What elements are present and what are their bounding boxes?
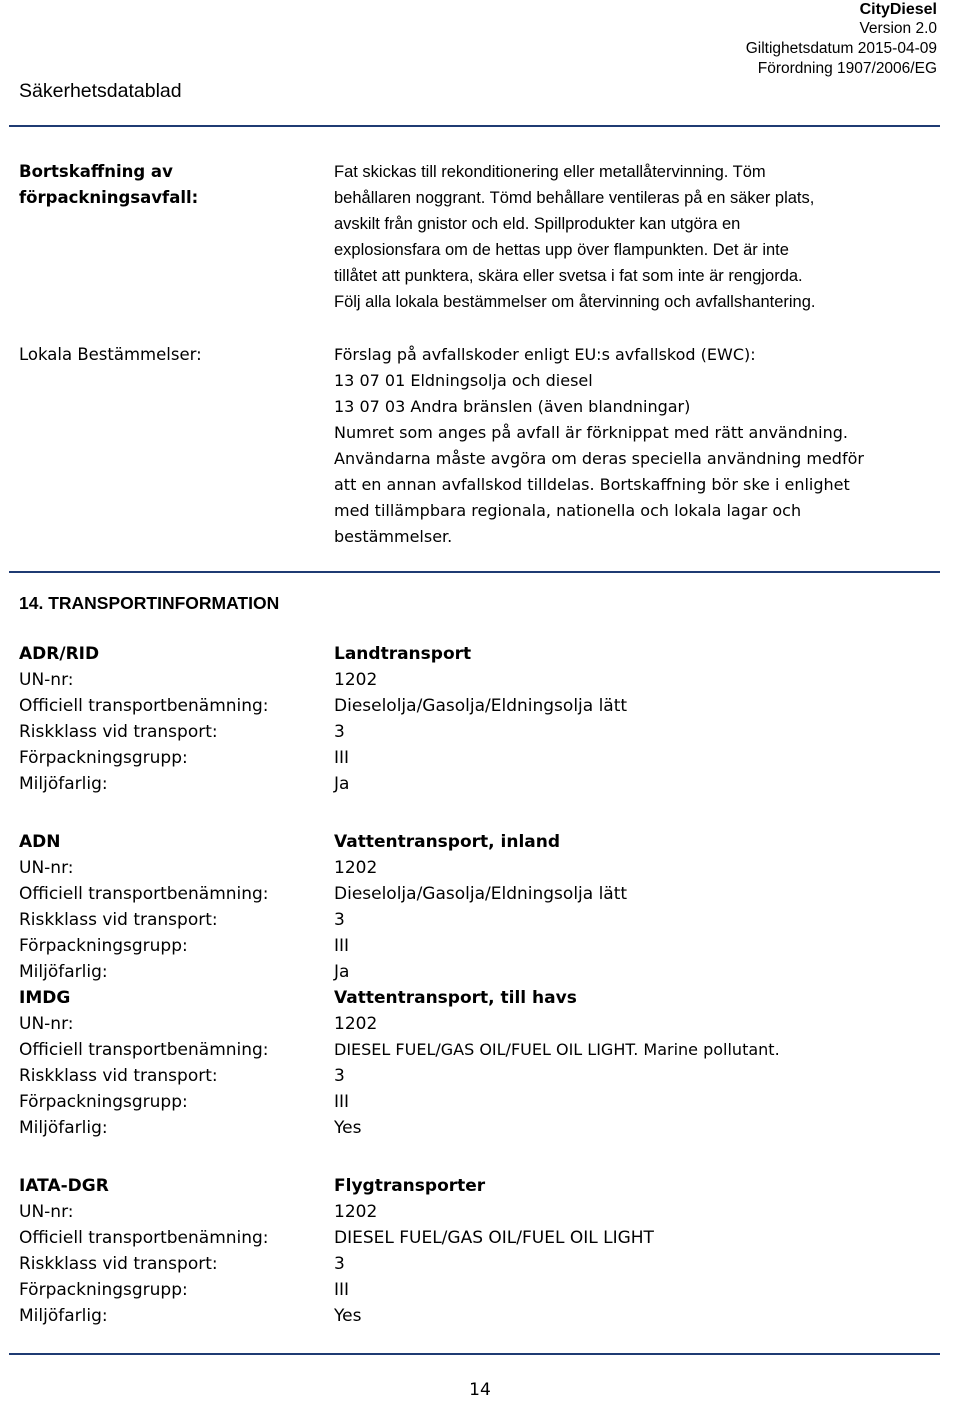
field-value: 1202	[334, 1202, 378, 1222]
field-value: III	[334, 748, 350, 768]
field-label: Officiell transportbenämning:	[19, 1040, 269, 1060]
field-value: III	[334, 1280, 350, 1300]
page-number: 14	[469, 1380, 491, 1400]
paragraph-line: explosionsfara om de hettas upp över flampunkten. Det är inte	[334, 241, 789, 259]
transport-code: ADN	[19, 832, 61, 852]
transport-row	[19, 1251, 919, 1277]
transport-mode: Landtransport	[334, 644, 472, 664]
paragraph-line: Förslag på avfallskoder enligt EU:s avfallskod (EWC):	[334, 345, 756, 364]
transport-row	[19, 1037, 919, 1063]
field-value: 3	[334, 1254, 345, 1274]
transport-row	[19, 745, 919, 771]
version-text: Version 2.0	[859, 20, 937, 37]
transport-row	[19, 1303, 919, 1329]
field-value: DIESEL FUEL/GAS OIL/FUEL OIL LIGHT	[334, 1228, 654, 1248]
section-rule	[9, 571, 940, 573]
field-value: Ja	[334, 962, 350, 982]
field-label: Miljöfarlig:	[19, 1118, 108, 1138]
field-label: Miljöfarlig:	[19, 962, 108, 982]
paragraph-line: 13 07 01 Eldningsolja och diesel	[334, 371, 593, 390]
field-label: Riskklass vid transport:	[19, 1254, 218, 1274]
field-value: Dieselolja/Gasolja/Eldningsolja lätt	[334, 884, 628, 904]
field-label: UN-nr:	[19, 1014, 74, 1034]
paragraph-line: avskilt från gnistor och eld. Spillprodukter kan utgöra en	[334, 215, 741, 233]
paragraph-line: att en annan avfallskod tilldelas. Bortskaffning bör ske i enlighet	[334, 475, 850, 494]
field-label: Riskklass vid transport:	[19, 722, 218, 742]
transport-row	[19, 881, 919, 907]
transport-code: IMDG	[19, 988, 71, 1008]
transport-row	[19, 907, 919, 933]
paragraph-line: Användarna måste avgöra om deras speciella användning medför	[334, 449, 864, 468]
transport-row	[19, 959, 919, 985]
transport-mode: Flygtransporter	[334, 1176, 486, 1196]
field-label: Officiell transportbenämning:	[19, 884, 269, 904]
transport-row	[19, 667, 919, 693]
section-14-title: 14. TRANSPORTINFORMATION	[19, 593, 280, 613]
field-label: Riskklass vid transport:	[19, 910, 218, 930]
transport-block-header	[19, 641, 919, 667]
transport-block-header	[19, 1173, 919, 1199]
regulation-text: Förordning 1907/2006/EG	[757, 60, 937, 77]
field-label: Officiell transportbenämning:	[19, 1228, 269, 1248]
paragraph-line: Fat skickas till rekonditionering eller metallåtervinning. Töm	[334, 163, 766, 181]
field-label: Riskklass vid transport:	[19, 1066, 218, 1086]
field-label: UN-nr:	[19, 670, 74, 690]
transport-row	[19, 771, 919, 797]
validity-date: Giltighetsdatum 2015-04-09	[745, 40, 937, 57]
field-value: Ja	[334, 774, 350, 794]
field-value: III	[334, 936, 350, 956]
transport-row	[19, 1011, 919, 1037]
packaging-disposal-text	[334, 159, 934, 315]
paragraph-line: bestämmelser.	[334, 527, 453, 546]
field-label: UN-nr:	[19, 1202, 74, 1222]
document-title: Säkerhetsdatablad	[19, 80, 182, 102]
header-rule	[9, 125, 940, 127]
transport-code: ADR/RID	[19, 644, 100, 664]
packaging-label-line2: förpackningsavfall:	[19, 188, 199, 207]
field-value: Yes	[334, 1306, 362, 1326]
field-value: 1202	[334, 858, 378, 878]
field-value: Dieselolja/Gasolja/Eldningsolja lätt	[334, 696, 628, 716]
transport-code: IATA-DGR	[19, 1176, 109, 1196]
transport-mode: Vattentransport, inland	[334, 832, 561, 852]
local-regulations-text	[334, 342, 934, 550]
field-value: 3	[334, 910, 345, 930]
local-regulations-label: Lokala Bestämmelser:	[19, 345, 202, 364]
transport-row	[19, 719, 919, 745]
transport-row	[19, 1063, 919, 1089]
field-value: 3	[334, 1066, 345, 1086]
transport-block-header	[19, 985, 919, 1011]
product-name: CityDiesel	[859, 1, 937, 18]
field-label: Förpackningsgrupp:	[19, 1280, 188, 1300]
paragraph-line: Följ alla lokala bestämmelser om återvinning och avfallshantering.	[334, 293, 816, 311]
transport-row	[19, 1115, 919, 1141]
field-label: Miljöfarlig:	[19, 1306, 108, 1326]
paragraph-line: 13 07 03 Andra bränslen (även blandningar)	[334, 397, 691, 416]
field-value: Yes	[334, 1118, 362, 1138]
transport-row	[19, 933, 919, 959]
field-value: 3	[334, 722, 345, 742]
transport-row	[19, 1199, 919, 1225]
field-value: 1202	[334, 1014, 378, 1034]
packaging-disposal-label	[19, 159, 198, 211]
transport-mode: Vattentransport, till havs	[334, 988, 577, 1008]
transport-row	[19, 1277, 919, 1303]
transport-row	[19, 693, 919, 719]
field-label: Förpackningsgrupp:	[19, 748, 188, 768]
transport-row	[19, 855, 919, 881]
field-label: Förpackningsgrupp:	[19, 1092, 188, 1112]
field-label: Officiell transportbenämning:	[19, 696, 269, 716]
transport-block-header	[19, 829, 919, 855]
footer-rule	[9, 1353, 940, 1355]
paragraph-line: Numret som anges på avfall är förknippat med rätt användning.	[334, 423, 848, 442]
packaging-label-line1: Bortskaffning av	[19, 162, 173, 181]
paragraph-line: behållaren noggrant. Tömd behållare ventileras på en säker plats,	[334, 189, 815, 207]
transport-row	[19, 1089, 919, 1115]
field-value: DIESEL FUEL/GAS OIL/FUEL OIL LIGHT. Marine pollutant.	[334, 1040, 780, 1059]
field-label: Miljöfarlig:	[19, 774, 108, 794]
field-value: III	[334, 1092, 350, 1112]
field-label: UN-nr:	[19, 858, 74, 878]
paragraph-line: tillåtet att punktera, skära eller svetsa i fat som inte är rengjorda.	[334, 267, 803, 285]
field-label: Förpackningsgrupp:	[19, 936, 188, 956]
transport-row	[19, 1225, 919, 1251]
field-value: 1202	[334, 670, 378, 690]
paragraph-line: med tillämpbara regionala, nationella och lokala lagar och	[334, 501, 802, 520]
